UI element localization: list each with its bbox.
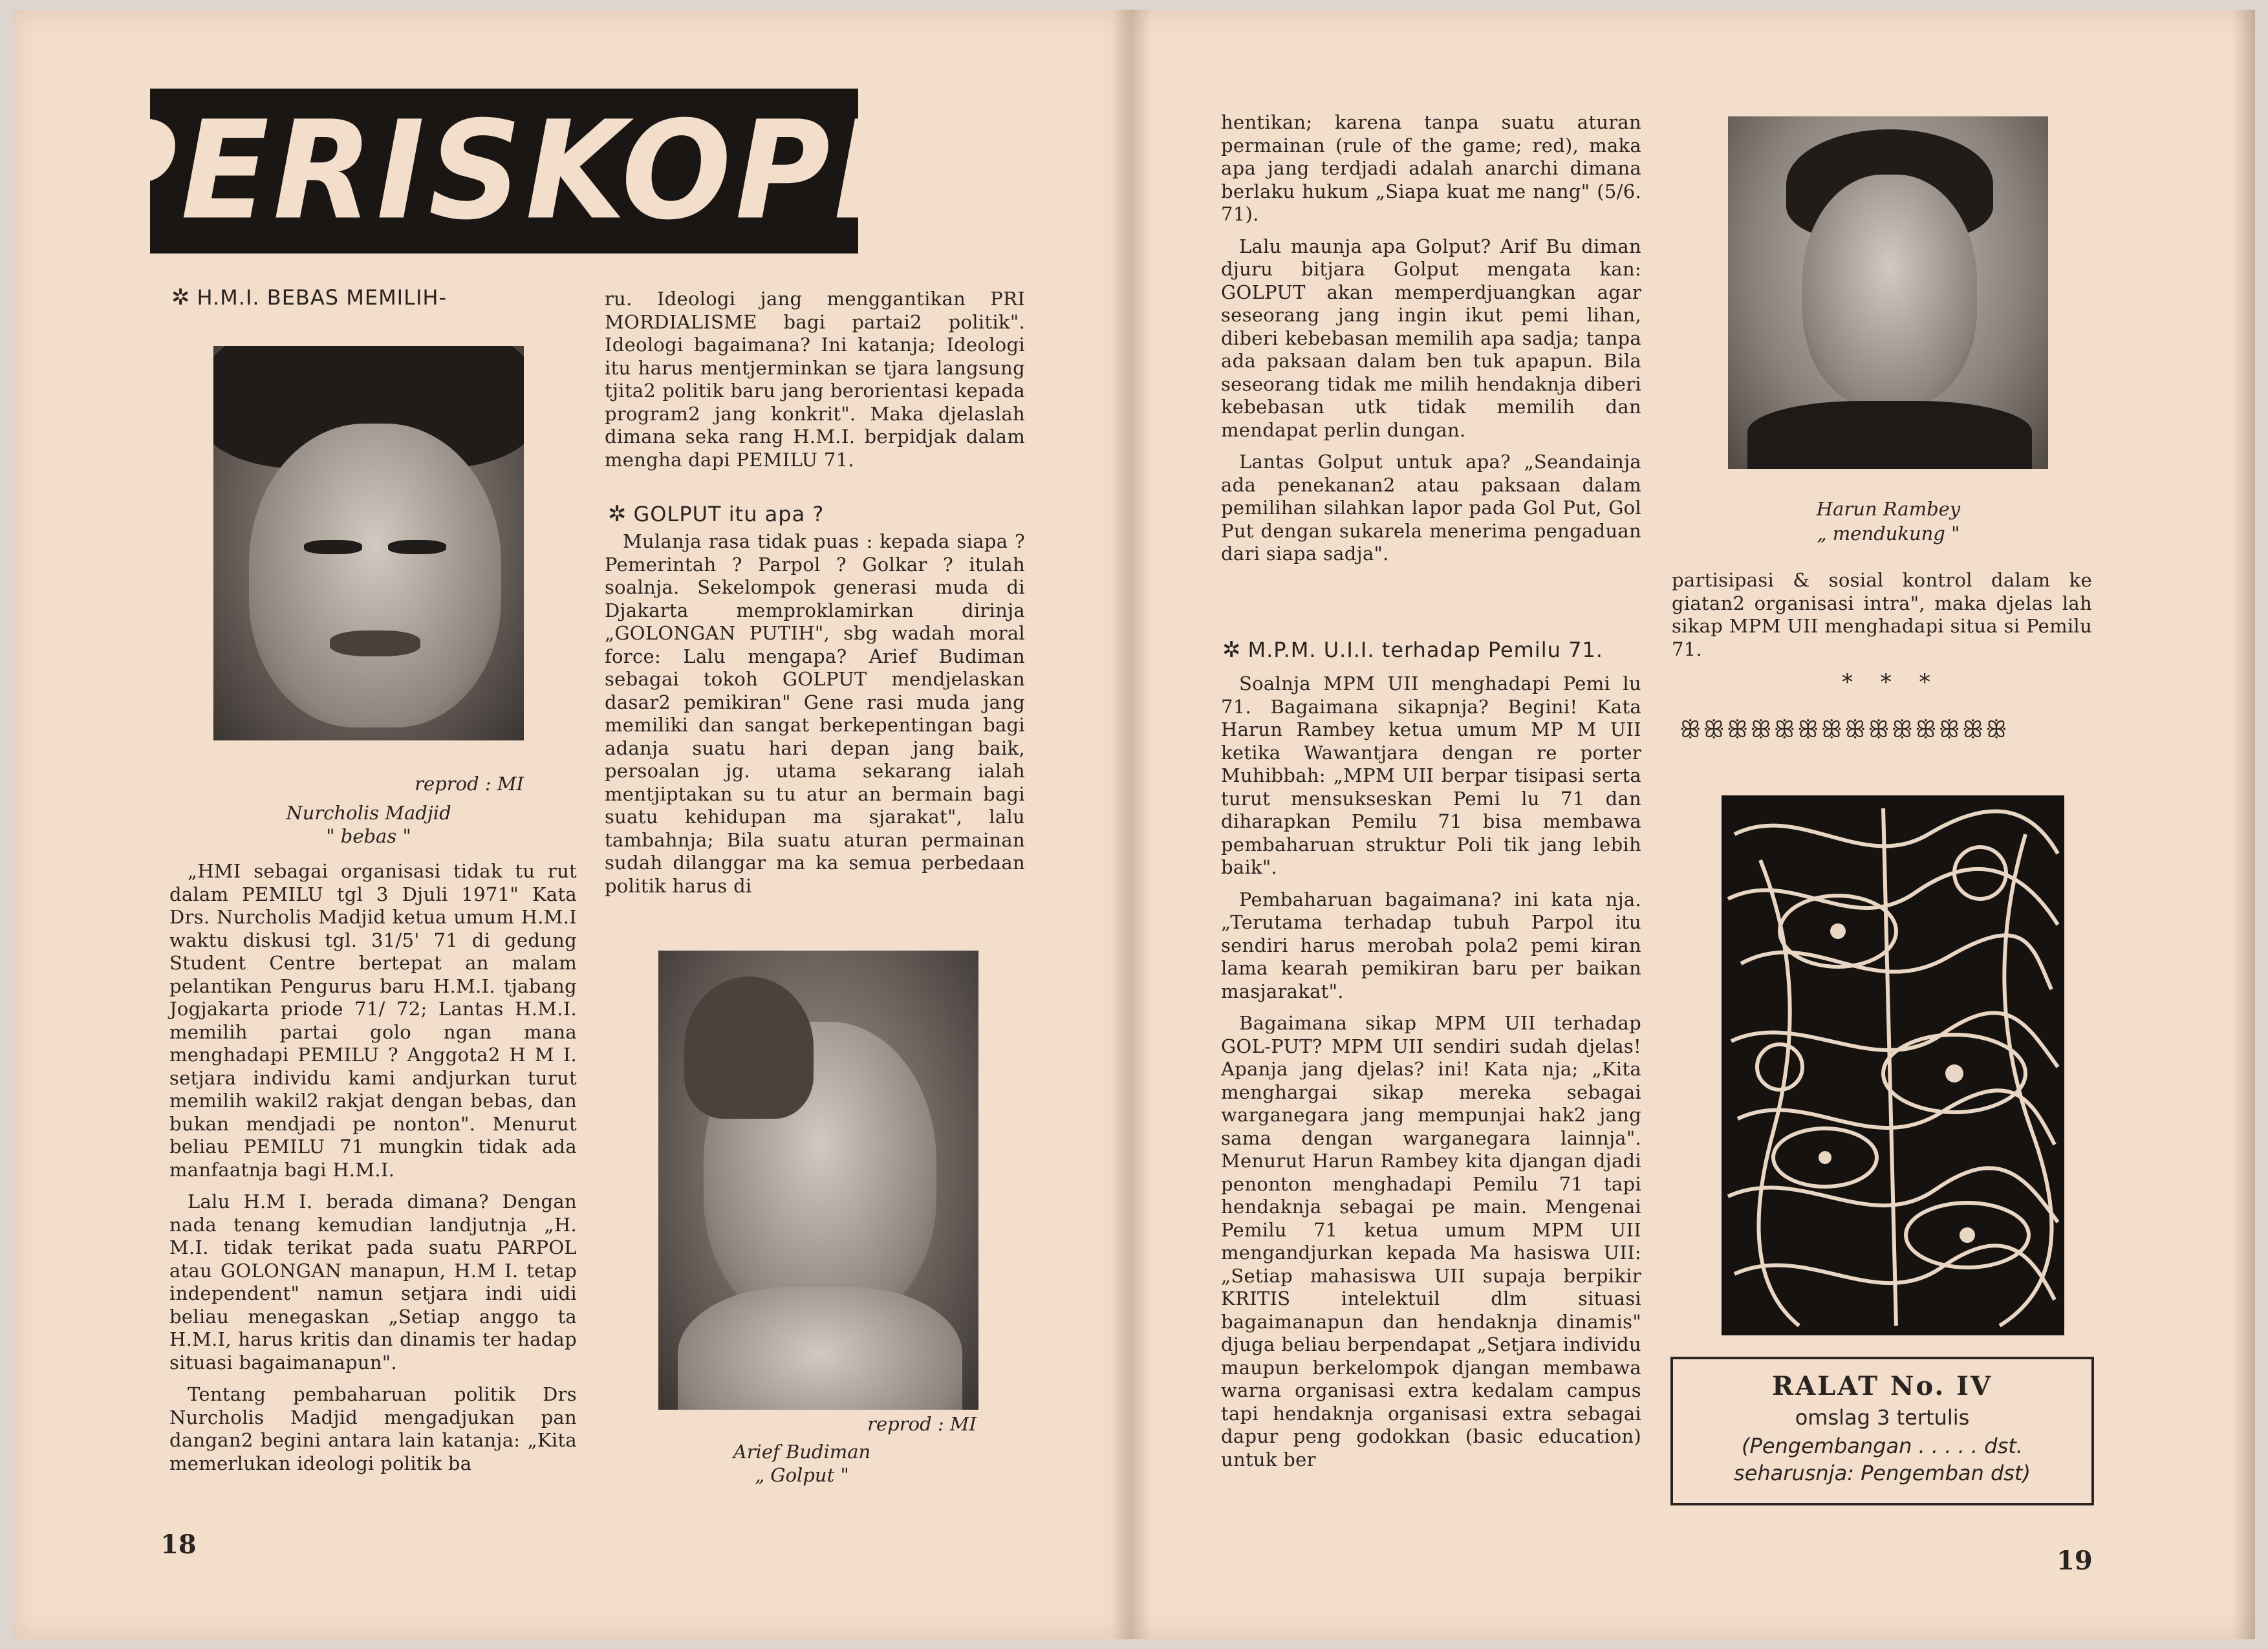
caption-quote-arief: „ Golput " <box>755 1464 849 1486</box>
ornament-border: ꕥꕥꕥꕥꕥꕥꕥꕥꕥꕥꕥꕥꕥꕥ <box>1679 717 2087 744</box>
asterisk-icon: ✲ <box>1222 637 1242 663</box>
paragraph: Lalu H.M I. berada dimana? Dengan nada tenang kemudian landjutnja „H. M.I. tidak terikat pada suatu PARPOL atau GOLONGAN manapun, H.M I. tetap independent" namun setjara indi uidi beliau menegaskan „Setiap anggo ta H.M.I, harus kritis dan dinamis ter hadap situasi bagaimanapun". <box>169 1191 577 1374</box>
photo-harun-rambey <box>1728 116 2048 469</box>
heading-hmi: ✲ H.M.I. BEBAS MEMILIH- <box>171 285 447 310</box>
column-3-text <box>1221 111 1641 575</box>
asterisk-icon: ✲ <box>171 285 191 310</box>
caption-quote-nurcholis: " bebas " <box>326 825 411 847</box>
binding-gutter <box>1112 10 1151 1639</box>
heading-mpm: ✲ M.P.M. U.I.I. terhadap Pemilu 71. <box>1222 637 1603 663</box>
column-2-text-b <box>605 530 1025 907</box>
masthead-title: PERISKOPE <box>81 92 927 250</box>
paragraph: ru. Ideologi jang menggantikan PRI MORDIALISME bagi partai2 politik". Ideologi bagaimana? Ini katanja; Ideologi itu harus mentjerminkan se tjara langsung tjita2 politik baru jang berorientasi kepada program2 jang konkrit". Maka djelaslah dimana seka rang H.M.I. berpidjak dalam mengha dapi PEMILU 71. <box>605 288 1025 471</box>
ralat-erratum-box <box>1670 1357 2094 1505</box>
paragraph: Pembaharuan bagaimana? ini kata nja. „Terutama terhadap tubuh Parpol itu sendiri harus merobah pola2 pemi kiran lama kearah pemikiran baru per baikan masjarakat". <box>1221 888 1641 1002</box>
ralat-line: omslag 3 tertulis <box>1795 1405 1970 1430</box>
batik-illustration <box>1722 795 2064 1335</box>
caption-name-nurcholis: Nurcholis Madjid <box>286 802 451 824</box>
paragraph: Mulanja rasa tidak puas : kepada siapa ? Pemerintah ? Parpol ? Golkar ? itulah soalnja. Sekelompok generasi muda di Djakarta memproklamirkan dirinja „GOLONGAN PUTIH", sbg wadah moral force: Lalu mengapa? Arief Budiman sebagai tokoh GOLPUT mendjelaskan dasar2 pemikiran" Gene rasi muda jang memiliki dan sangat berkepentingan bagi adanja suatu hari depan jang baik, persoalan jg. utama sekarang ialah mentjiptakan su tu atur an bermain bagi suatu kehidupan ma sjarakat", lalu tambahnja; Bila suatu aturan permainan sudah dilanggar ma ka semua perbedaan politik harus di <box>605 530 1025 897</box>
section-break: * * * <box>1842 669 1941 695</box>
ralat-line: seharusnja: Pengemban dst) <box>1734 1461 2031 1485</box>
photo-arief-budiman <box>658 951 978 1410</box>
paragraph: partisipasi & sosial kontrol dalam ke giatan2 organisasi intra", maka djelas lah sikap MPM UII menghadapi situa si Pemilu 71. <box>1672 569 2092 660</box>
column-2-text <box>605 288 1025 480</box>
paragraph: Lantas Golput untuk apa? „Seandainja ada penekanan2 atau paksaan dalam pemilihan silahkan lapor pada Gol Put, Gol Put dengan sukarela menerima pengaduan dari siapa sadja". <box>1221 451 1641 565</box>
ralat-title: RALAT No. IV <box>1771 1371 1993 1401</box>
column-3-text-b <box>1221 673 1641 1480</box>
paragraph: Soalnja MPM UII menghadapi Pemi lu 71. Bagaimana sikapnja? Begini! Kata Harun Rambey ketua umum MP M UII ketika Wawantjara dengan re porter Muhibbah: „MPM UII berpar tisipasi serta turut mensukseskan Pemi lu 71 dan diharapkan Pemilu 71 bisa membawa pembaharuan struktur Poli tik jang lebih baik". <box>1221 673 1641 878</box>
caption-name-harun: Harun Rambey <box>1816 498 1961 520</box>
heading-golput: ✲ GOLPUT itu apa ? <box>608 501 825 527</box>
page-number-left: 18 <box>160 1529 197 1560</box>
caption-credit-nurcholis: reprod : MI <box>415 773 524 795</box>
paragraph: hentikan; karena tanpa suatu aturan permainan (rule of the game; red), maka apa jang terdjadi adalah anarchi dimana berlaku hukum „Siapa kuat me nang" (5/6. 71). <box>1221 111 1641 225</box>
periskope-masthead <box>81 89 927 253</box>
paragraph: Bagaimana sikap MPM UII terhadap GOL-PUT? MPM UII sendiri sudah djelas! Apanja jang djelas? ini! Kata nja; „Kita menghargai sikap mereka sebagai warganegara jang mempunjai hak2 jang sama dengan warganegara lainnja". Menurut Harun Rambey kita djangan djadi penonton menghadapi Pemilu 71 tapi hendaknja sebagai pe main. Mengenai Pemilu 71 ketua umum MPM UII mengandjurkan kepada Ma hasiswa UII: „Setiap mahasiswa UII supaja berpikir KRITIS intelektuil dlm situasi bagaimanapun dan hendaknja dinamis" djuga beliau berpendapat „Setjara individu maupun berkelompok djangan membawa warna organisasi extra kedalam campus tapi hendaknja organisasi extra sebagai dapur peng godokkan (basic education) untuk ber <box>1221 1012 1641 1471</box>
paragraph: Lalu maunja apa Golput? Arif Bu diman djuru bitjara Golput mengata kan: GOLPUT akan memperdjuangkan agar seseorang jang ingin ikut pemi lihan, diberi kebebasan memilih apa sadja; tanpa ada paksaan dalam ben tuk apapun. Bila seseorang tidak me milih hendaknja diberi kebebasan utk tidak memilih dan mendapat perlin dungan. <box>1221 235 1641 441</box>
caption-quote-harun: „ mendukung " <box>1817 523 1960 544</box>
page-number-right: 19 <box>2057 1546 2093 1576</box>
photo-nurcholis-madjid <box>213 346 524 740</box>
column-1-text <box>169 860 577 1484</box>
paragraph: Tentang pembaharuan politik Drs Nurcholis Madjid mengadjukan pan dangan2 begini antara lain katanja: „Kita memerlukan ideologi politik ba <box>169 1383 577 1474</box>
caption-credit-arief: reprod : MI <box>867 1413 977 1435</box>
batik-pattern-icon <box>1722 795 2064 1335</box>
paragraph: „HMI sebagai organisasi tidak tu rut dalam PEMILU tgl 3 Djuli 1971" Kata Drs. Nurcholis Madjid ketua umum H.M.I waktu diskusi tgl. 31/5' 71 di gedung Student Centre bertepat an malam pelantikan Pengurus baru H.M.I. tjabang Jogjakarta priode 71/ 72; Lantas H.M.I. memilih partai golo ngan mana menghadapi PEMILU ? Anggota2 H M I. setjara individu kami andjurkan turut memilih wakil2 rakjat dengan bebas, dan bukan mendjadi pe nonton". Menurut beliau PEMILU 71 mungkin tidak ada manfaatnja bagi H.M.I. <box>169 860 577 1181</box>
caption-name-arief: Arief Budiman <box>733 1441 871 1463</box>
ralat-line: (Pengembangan . . . . . dst. <box>1742 1434 2023 1458</box>
column-4-text <box>1672 569 2092 670</box>
asterisk-icon: ✲ <box>608 501 627 527</box>
